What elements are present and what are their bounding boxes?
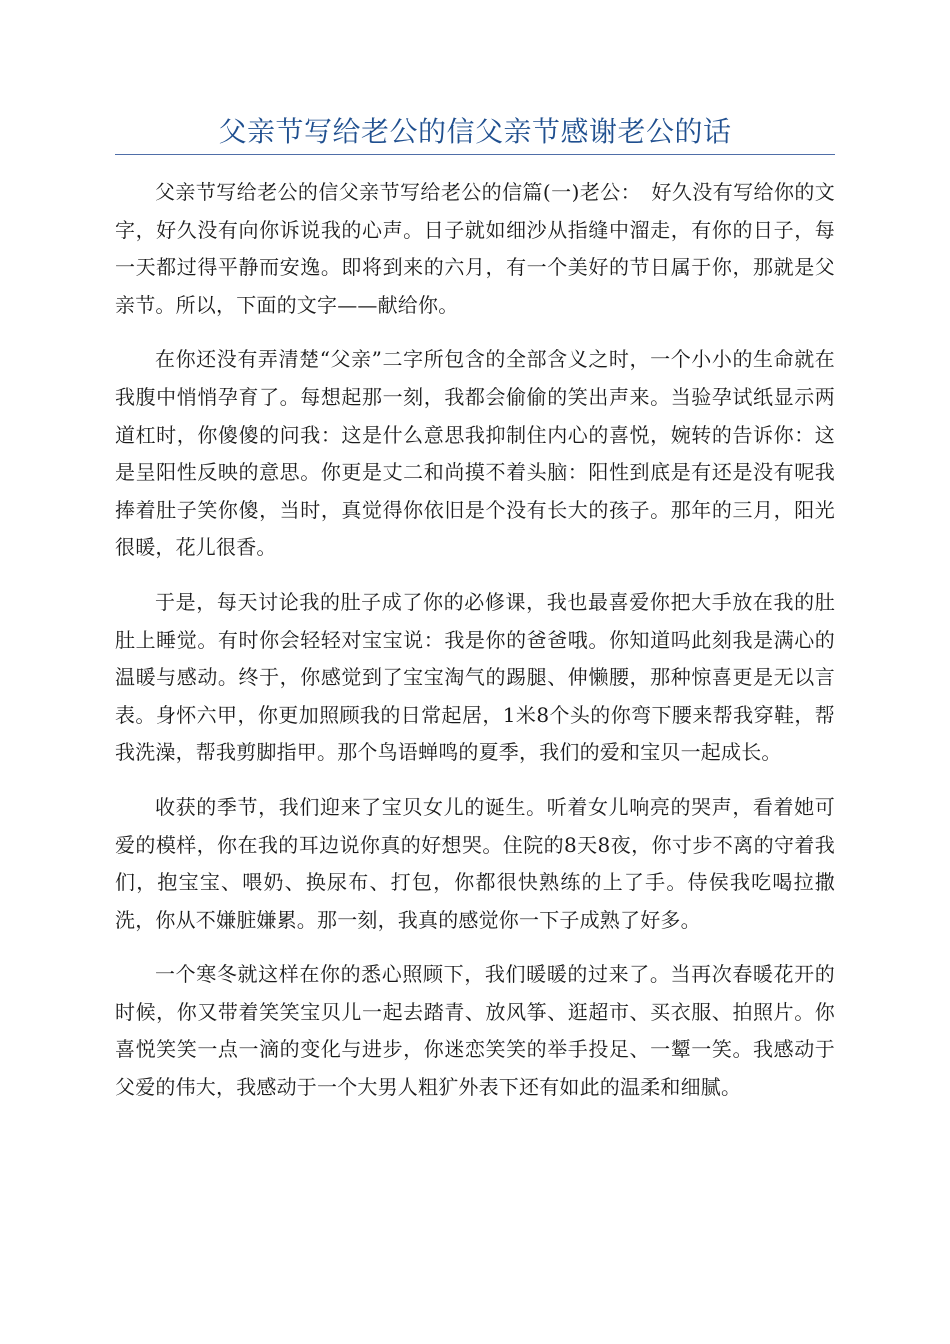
document-body bbox=[115, 174, 835, 1124]
title-underline bbox=[115, 154, 835, 155]
paragraph-2: 在你还没有弄清楚“父亲”二字所包含的全部含义之时，一个小小的生命就在我腹中悄悄孕育了。每想起那一刻，我都会偷偷的笑出声来。当验孕试纸显示两道杠时，你傻傻的问我：这是什么意思我抑制住内心的喜悦，婉转的告诉你：这是呈阳性反映的意思。你更是丈二和尚摸不着头脑：阳性到底是有还是没有呢我捧着肚子笑你傻，当时，真觉得你依旧是个没有长大的孩子。那年的三月，阳光很暖，花儿很香。 bbox=[115, 347, 835, 560]
page-title: 父亲节写给老公的信父亲节感谢老公的话 bbox=[218, 115, 732, 148]
paragraph-3: 于是，每天讨论我的肚子成了你的必修课，我也最喜爱你把大手放在我的肚肚上睡觉。有时你会轻轻对宝宝说：我是你的爸爸哦。你知道吗此刻我是满心的温暖与感动。终于，你感觉到了宝宝淘气的踢腿、伸懒腰，那种惊喜更是无以言表。身怀六甲，你更加照顾我的日常起居，1米8个头的你弯下腰来帮我穿鞋，帮我洗澡，帮我剪脚指甲。那个鸟语蝉鸣的夏季，我们的爱和宝贝一起成长。 bbox=[115, 589, 835, 765]
paragraph-5: 一个寒冬就这样在你的悉心照顾下，我们暖暖的过来了。当再次春暖花开的时候，你又带着笑笑宝贝儿一起去踏青、放风筝、逛超市、买衣服、拍照片。你喜悦笑笑一点一滴的变化与进步，你迷恋笑笑的举手投足、一颦一笑。我感动于父爱的伟大，我感动于一个大男人粗犷外表下还有如此的温柔和细腻。 bbox=[115, 962, 835, 1100]
paragraph-4: 收获的季节，我们迎来了宝贝女儿的诞生。听着女儿响亮的哭声，看着她可爱的模样，你在我的耳边说你真的好想哭。住院的8天8夜，你寸步不离的守着我们，抱宝宝、喂奶、换尿布、打包，你都很快熟练的上了手。侍侯我吃喝拉撒洗，你从不嫌脏嫌累。那一刻，我真的感觉你一下子成熟了好多。 bbox=[115, 794, 835, 932]
paragraph-1: 父亲节写给老公的信父亲节写给老公的信篇(一)老公： 好久没有写给你的文字，好久没有向你诉说我的心声。日子就如细沙从指缝中溜走，有你的日子，每一天都过得平静而安逸。即将到来的六月，有一个美好的节日属于你，那就是父亲节。所以，下面的文字——献给你。 bbox=[115, 180, 835, 317]
